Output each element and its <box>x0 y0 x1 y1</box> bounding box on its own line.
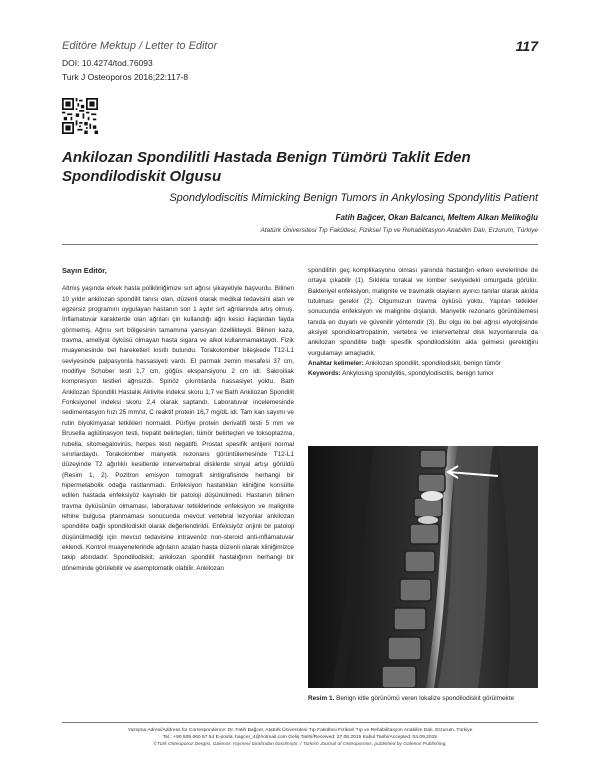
right-column <box>308 266 538 380</box>
page-number: 117 <box>515 38 538 54</box>
figure-caption <box>308 694 538 704</box>
footer-contact: Tel.: +90 505 660 57 54 E-posta: bagcer_4@hotmail.com Geliş Tarihi/Received: 27.08.2015 Kabul Tarihi/Accepted: 04.09.2015 <box>162 735 438 740</box>
qr-code-icon <box>62 98 98 134</box>
english-title: Spondylodiscitis Mimicking Benign Tumors in Ankylosing Spondylitis Patient <box>169 192 538 204</box>
figure-caption-text: Benign kitle görünümü veren lokalize spondilodiskit görülmekte <box>334 695 515 702</box>
copyright-footer: ©Türk Osteoporoz Dergisi, Galenos Yayınevi tarafından basılmıştır. / Turkish Journal of Osteoporosis, published by Galenos Publishing. <box>153 742 447 747</box>
figure-label: Resim 1. <box>308 695 335 702</box>
keywords-tr-label: Anahtar kelimeler: <box>308 360 364 368</box>
mri-image <box>308 446 538 688</box>
keywords-en-text: Ankylosing spondylitis, spondylodiscitis, benign tumor <box>340 370 494 378</box>
keywords-tr <box>308 359 538 369</box>
right-body-text: spondilitin geç komplikasyonu olması yanında hastalığın erken evrelerinde de ortaya çıkabilir (1). Sıklıkla torakal ve lomber seviyedeki omurgada görülür. Bakteriyel enfeksiyon, malignite ve travmatik olayların ayırıcı tanılar olarak akılda tutulması gerekir (2). Olgumuzun travma öyküsü yoktu. Yapılan tetkikler sonucunda enfeksiyon ve malignite dışlandı. Manyetik rezonans görüntülemesi tanıda en duyarlı ve güvenilir yöntemdir (3). Bu olgu ile bel ağrısı etyolojisinde aksiyel spondiloartropatinin, vertebra ve intervertebral disk lezyonlarında da ankilozan spondilite bağlı spesifik spondilodiskitin akla gelmesi gerektiğini vurgulamayı amaçladık. <box>308 267 538 357</box>
salutation: Sayın Editör, <box>62 266 107 275</box>
mri-figure <box>308 446 538 688</box>
section-en: Letter to Editor <box>145 40 218 52</box>
header-rule <box>62 244 538 245</box>
keywords-en-label: Keywords: <box>308 370 341 378</box>
section-tr: Editöre Mektup <box>62 40 136 52</box>
affiliation: Atatürk Üniversitesi Tıp Fakültesi, Fiziksel Tıp ve Rehabilitasyon Anabilim Dalı, Erzurum, Türkiye <box>260 227 538 234</box>
left-body-text: Altmış yaşında erkek hasta polikliniğimize sırt ağrısı şikayetiyle başvurdu. Bilinen 10 yıldır ankilozan spondilit tanısı olan, düzenli olarak medikal tedavisini alan ve egzersiz programını uygulayan hastanın son 1 aydır sırt ağrılarında artış olmuş. İnflamatuvar karakterde olan ağrıları çin kullandığı ağrı kesici ilaçlardan fayda görmemiş. Ağrısı sırt bölgesinin tamamına yansıyan özellikteydi. Bilinen kaza, travma, ameliyat öyküsü olmayan hasta sigara ve alkol kullanmamaktaydı. Fizik muayenesinde bel hareketleri kısıtlı bulundu. Torakolomber bileşkede T12-L1 seviyesinde palpasyonla hassasiyeti vardı. El parmak zemin mesafesi 37 cm, modifiye Schober testi 1,7 cm, göğüs ekspansiyonu 2 cm idi. Sakroiliak kompresyon testleri ağrısızdı. Spinöz çıkıntılarda hassasiyet yoktu. Bath Ankilozan Spondilit Hastalık Aktivite indeksi skoru 1,7 ve Bath Ankilozan Spondilit Fonksiyonel indeksi skoru 2,4 olarak saptandı. Laboratuvar incelemesinde sedimentasyon hızı 25 mm/st, C reaktif protein 16,7 mg/dL idi. Tam kan sayımı ve rutin biyokimyasal tetkikleri normaldi. Pürfiye protein derivatifi testi 5 mm ve Brusella aglütinasyon testi, hepatit belirteçleri, tümör belirteçleri ve toksoplazma, rubella, sitomegalovirüs, herpes testi negatifti. Prostat spesifik antijeni normal sınırlardaydı. Torakolomber manyetik rezonans görüntülemesinde T12-L1 düzeyinde T2 ağırlıklı kesitlerde intervertebral disklerde sinyal artışı görüldü (Resim 1, 2). Pozitron emisyon tomografi sintigrafisinde herhangi bir hipermetabolik odağa rastlanmadı. Enfeksiyon hastalıkları kliniğine konsülte edilen hastada enfeksiyöz kaynaklı bir patoloji düşünülmedi. Hastanın bilinen travma öyküsünün olmaması, laboratuvar tetkiklerinde enfeksiyon ve malignite lehine bulgusa ptanmaması sonucunda mevcut vertebral lezyonlar ankilozan spondilite bağlı spondilodiskit olarak değerlendirildi. Enfeksiyöz orijinli bir patoloji düşünülmediği için mevcut tedavisine intravenöz non-steroid anti-inflamatuvar eklendi. Kontrol muayenelerinde ağrıların azalan hasta düzenli olarak kliniğimizce takip altındadır. Spondilodiskit; ankilozan spondilit hastalığının herhangi bir döneminde görülebilir ve asemptomatik olabilir. Ankilozan <box>62 285 294 572</box>
left-column <box>62 266 294 574</box>
doi: DOI: 10.4274/tod.76093 <box>62 58 153 68</box>
footer-address: Yazışma Adresi/Address for Correspondence: Dr. Fatih Bağcer, Atatürk Üniversitesi Tıp Fakültesi Fiziksel Tıp ve Rehabilitasyon Anabilim Dalı, Erzurum, Türkiye <box>127 728 473 733</box>
section-label <box>62 40 217 52</box>
keywords-tr-text: Ankilozan spondilit, spondilodiskit, benign tümör <box>363 360 501 368</box>
article-title: Ankilozan Spondilitli Hastada Benign Tümörü Taklit Eden Spondilodiskit Olgusu <box>62 149 471 185</box>
keywords-en <box>308 369 538 379</box>
correspondence-footer <box>62 727 538 741</box>
authors: Fatih Bağcer, Okan Balcancı, Meltem Alkan Melikoğlu <box>335 213 538 222</box>
section-separator: / <box>135 40 146 52</box>
footer-rule <box>62 722 538 723</box>
journal-reference: Turk J Osteoporos 2016;22:117-8 <box>62 72 189 82</box>
